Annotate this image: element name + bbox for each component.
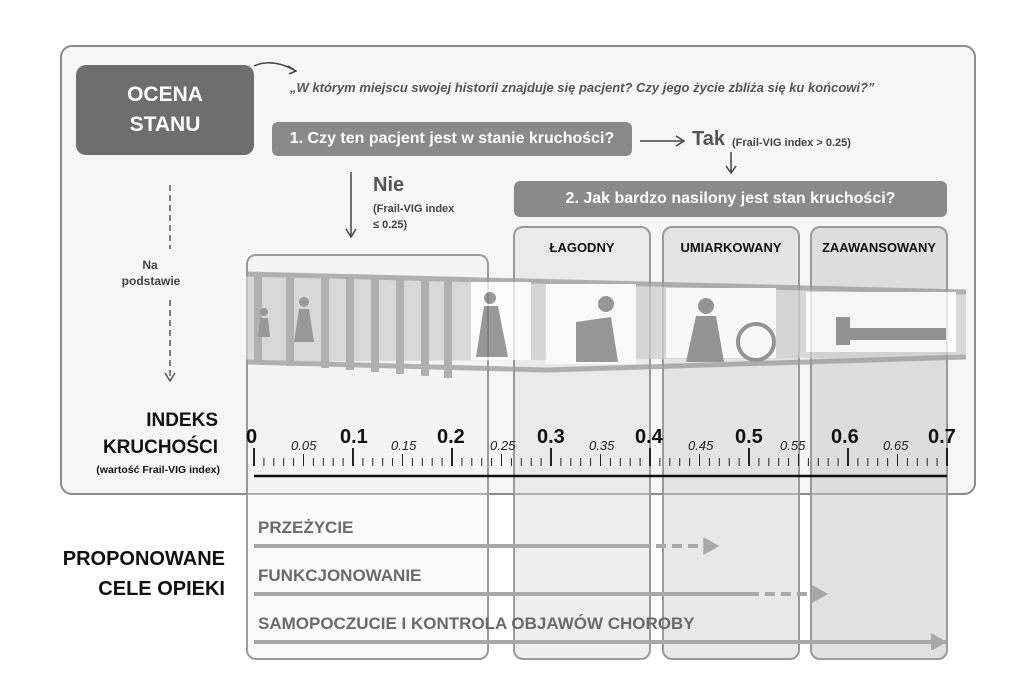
curved-arrow-icon [252,58,302,78]
index-title-line1: INDEKS [146,410,218,431]
film-strip-illustration [246,262,966,402]
index-ruler [246,448,956,482]
severity-mild-label: ŁAGODNY [549,240,615,255]
goal-arrowhead [931,633,947,650]
severity-moderate-label: UMIARKOWANY [680,240,782,255]
goal-survival-label: PRZEŻYCIE [258,518,354,537]
guiding-question: „W którym miejscu swojej historii znajduje się pacjent? Czy jego życie zbliża się ku końcowi?” [290,80,875,95]
minor-tick-label: 0.45 [688,438,714,453]
goal-arrows [246,530,966,650]
yes-label: Tak [692,128,725,150]
goal-arrowhead [812,585,828,603]
goal-arrowhead [703,537,719,555]
dashed-arrow-down-icon [163,185,177,385]
major-tick-label: 0.7 [928,426,956,448]
goals-title-line1: PROPONOWANE [62,548,225,570]
minor-tick-label: 0.15 [391,438,417,453]
major-tick-label: 0.1 [340,426,368,448]
minor-tick-label: 0.55 [780,438,806,453]
major-tick-label: 0.4 [635,426,663,448]
major-tick-label: 0.2 [437,426,465,448]
major-tick-label: 0.5 [735,426,763,448]
severity-advanced-label: ZAAWANSOWANY [821,240,937,255]
major-tick-label: 0 [246,426,258,448]
arrow-down-no-icon [344,172,358,240]
major-tick-label: 0.6 [831,426,859,448]
assessment-title-line2: STANU [129,113,201,136]
minor-tick-label: 0.65 [883,438,909,453]
minor-tick-label: 0.05 [291,438,317,453]
arrow-down-icon [724,152,738,176]
basis-label-line2: podstawie [121,274,181,288]
no-condition-line2: ≤ 0.25) [373,219,408,231]
basis-label-line1: Na [142,258,158,272]
minor-tick-label: 0.35 [589,438,615,453]
assessment-title-box [76,65,254,155]
major-tick-label: 0.3 [537,426,565,448]
arrow-right-icon [640,134,688,148]
goal-function-label: FUNKCJONOWANIE [258,566,422,585]
index-subtitle: (wartość Frail-VIG index) [96,464,220,476]
minor-tick-label: 0.25 [490,438,516,453]
index-title-line2: KRUCHOŚCI [102,437,218,458]
yes-condition: (Frail-VIG index > 0.25) [732,137,851,149]
no-condition-line1: (Frail-VIG index [373,203,455,215]
question1-banner: 1. Czy ten pacjent jest w stanie kruchości? [272,122,632,156]
no-label: Nie [373,174,405,196]
goals-title-line2: CELE OPIEKI [98,578,225,600]
assessment-title-line1: OCENA [127,83,203,106]
goal-wellbeing-label: SAMOPOCZUCIE I KONTROLA OBJAWÓW CHOROBY [258,614,695,633]
question2-banner: 2. Jak bardzo nasilony jest stan kruchości? [514,181,947,217]
